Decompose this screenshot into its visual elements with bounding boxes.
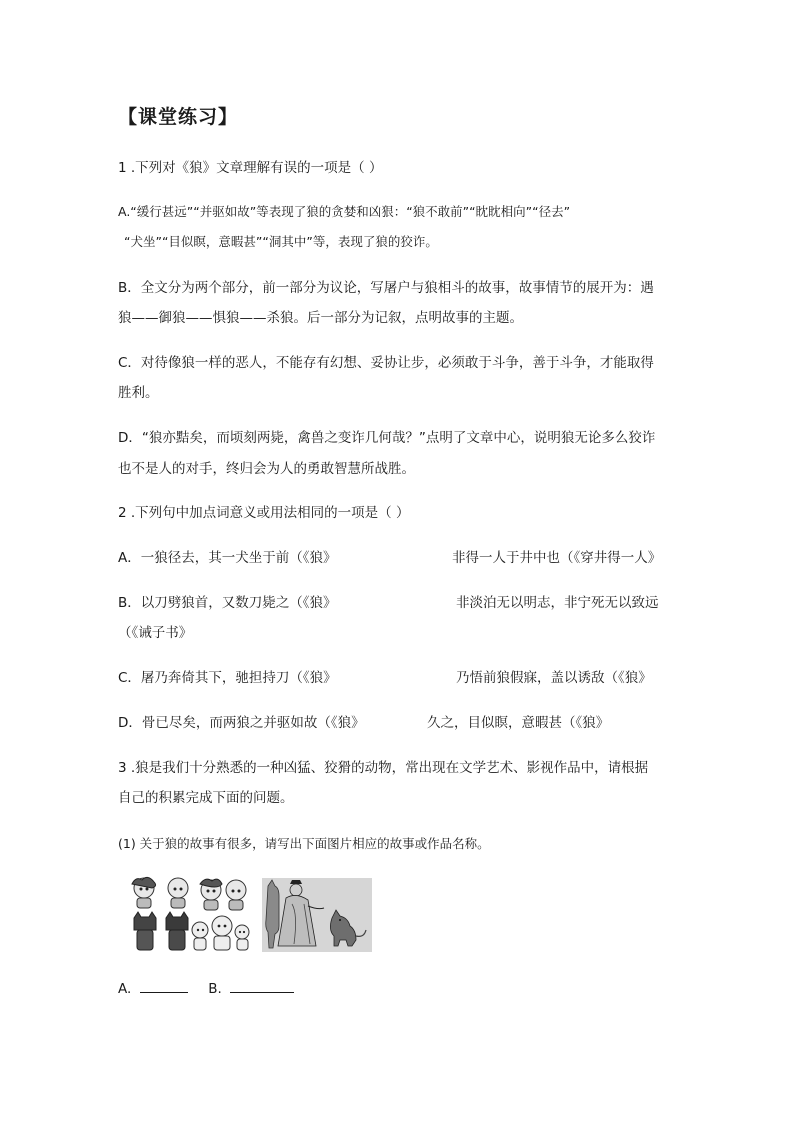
answer-a-label: A. bbox=[118, 981, 132, 997]
q3-sub1: (1) 关于狼的故事有很多，请写出下面图片相应的故事或作品名称。 bbox=[118, 836, 490, 851]
section-heading: 【课堂练习】 bbox=[118, 106, 239, 128]
answer-b-blank[interactable] bbox=[230, 978, 294, 993]
dongguo-wolf-image bbox=[262, 878, 372, 952]
q2-stem: 2 .下列句中加点词意义或用法相同的一项是（ ） bbox=[118, 505, 410, 521]
q3-images bbox=[128, 874, 372, 956]
answer-a-blank[interactable] bbox=[140, 978, 188, 993]
q2-option-d-right: 久之，目似瞑，意暇甚（《狼》 bbox=[427, 715, 610, 731]
q2-option-a-right: 非得一人于井中也（《穿井得一人》 bbox=[452, 550, 662, 566]
q1-option-b-line2: 狼——御狼——惧狼——杀狼。后一部分为记叙，点明故事的主题。 bbox=[118, 310, 523, 326]
q3-stem-line2: 自己的积累完成下面的问题。 bbox=[118, 790, 294, 806]
q1-option-b-line1: B．全文分为两个部分，前一部分为议论，写屠户与狼相斗的故事，故事情节的展开为：遇 bbox=[118, 280, 654, 296]
q2-option-c-left: C．屠乃奔倚其下，驰担持刀（《狼》 bbox=[118, 670, 337, 686]
q1-option-d-line2: 也不是人的对手，终归会为人的勇敢智慧所战胜。 bbox=[118, 461, 415, 477]
q1-stem: 1 .下列对《狼》文章理解有误的一项是（ ） bbox=[118, 160, 383, 176]
q1-option-d-line1: D．“狼亦黠矣，而顷刻两毙，禽兽之变诈几何哉？”点明了文章中心，说明狼无论多么狡诈 bbox=[118, 430, 656, 446]
q1-option-c-line2: 胜利。 bbox=[118, 385, 159, 401]
q3-stem-line1: 3 .狼是我们十分熟悉的一种凶猛、狡猾的动物，常出现在文学艺术、影视作品中，请根据 bbox=[118, 760, 649, 776]
q1-option-c-line1: C．对待像狼一样的恶人，不能存有幻想、妥协让步，必须敢于斗争，善于斗争，才能取得 bbox=[118, 355, 654, 371]
q2-option-b-right: 非淡泊无以明志，非宁死无以致远 bbox=[456, 595, 659, 611]
answer-b-label: B. bbox=[208, 981, 222, 997]
q2-option-b-left: B．以刀劈狼首，又数刀毙之（《狼》 bbox=[118, 595, 337, 611]
q2-option-a-left: A．一狼径去，其一犬坐于前（《狼》 bbox=[118, 550, 337, 566]
q2-option-b-cont: （《诫子书》 bbox=[118, 625, 193, 641]
q1-option-a-line2: “犬坐”“目似瞑，意暇甚”“洞其中”等，表现了狼的狡诈。 bbox=[124, 234, 438, 249]
q2-option-c-right: 乃悟前狼假寐，盖以诱敌（《狼》 bbox=[456, 670, 652, 686]
q3-answer-row bbox=[118, 978, 294, 999]
q1-option-a-line1: A.“缓行甚远”“并驱如故”等表现了狼的贪婪和凶狠：“狼不敢前”“眈眈相向”“径去” bbox=[118, 204, 571, 219]
q2-option-d-left: D．骨已尽矣，而两狼之并驱如故（《狼》 bbox=[118, 715, 365, 731]
cartoon-sheep-wolf-image bbox=[128, 874, 254, 956]
